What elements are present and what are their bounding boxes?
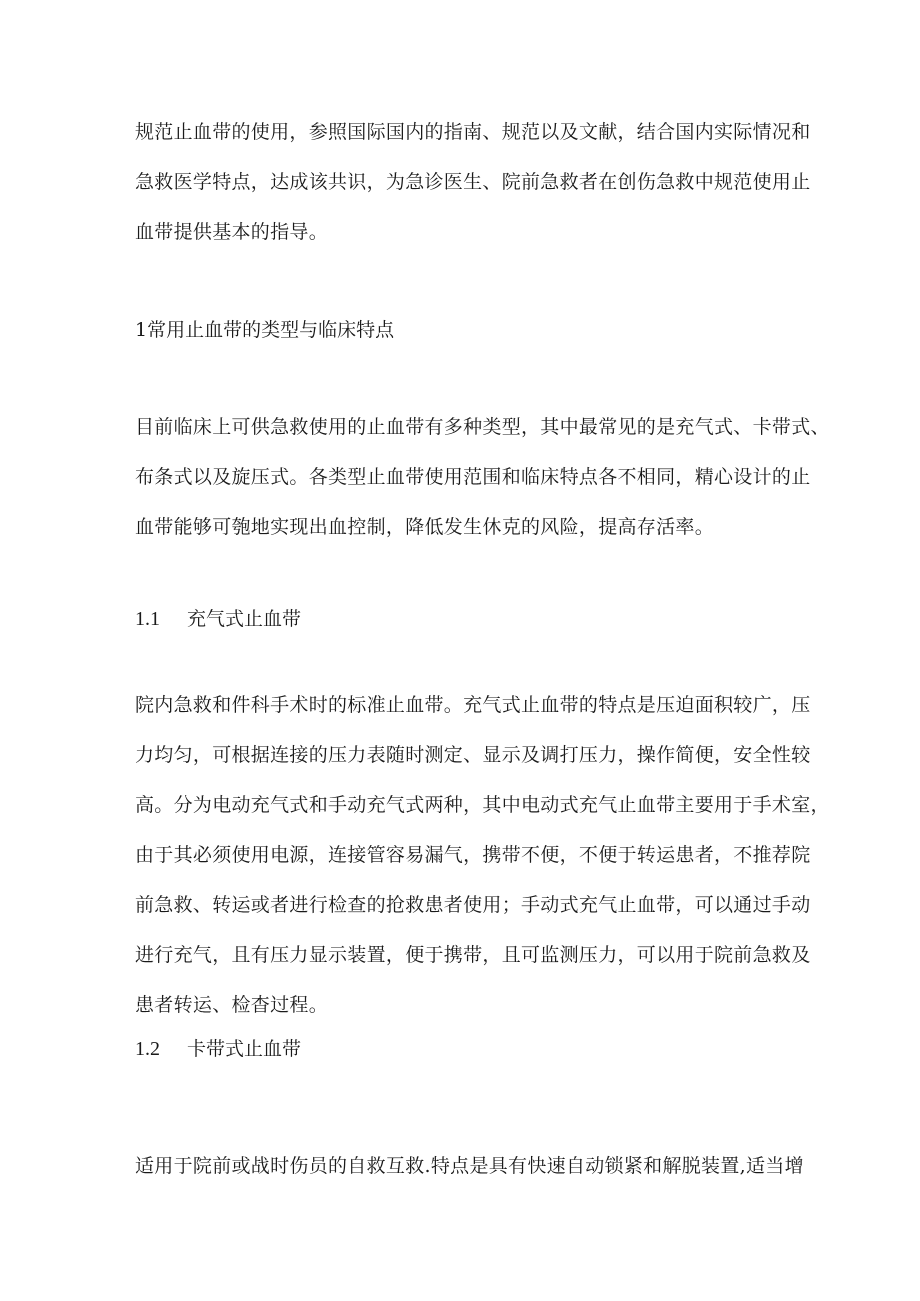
intro-line-1: 规范止血带的使用，参照国际国内的指南、规范以及文献，结合国内实际情况和 <box>135 121 811 143</box>
section-1-1-line-4: 由于其必须使用电源，连接管容易漏气，携带不便，不便于转运患者，不推荐院 <box>135 844 811 866</box>
section-1-2-line-1: 适用于院前或战时伤员的自救互救.特点是具有快速自动锁紧和解脱装置,适当增 <box>135 1155 804 1177</box>
section-1-1-line-3: 高。分为电动充气式和手动充气式两种，其中电动式充气止血带主要用于手术室， <box>135 794 830 816</box>
section-1-1-line-7: 患者转运、检杳过程。 <box>135 994 329 1016</box>
section-1-1-number: 1.1 <box>135 608 160 630</box>
section-1-2-number: 1.2 <box>135 1038 160 1060</box>
section-1-1-title: 充气式止血带 <box>187 608 302 630</box>
section-1-2-title: 卡带式止血带 <box>187 1038 302 1060</box>
intro-line-3: 血带提供基本的指导。 <box>135 221 329 243</box>
section-1-line-3: 血带能够可匏地实现出血控制，降低发生休克的风险，提高存活率。 <box>135 516 715 538</box>
section-1-line-1: 目前临床上可供急救使用的止血带有多种类型，其中最常见的是充气式、卡带式、 <box>135 416 830 438</box>
section-1-1-line-2: 力均匀，可根据连接的压力表随时测定、显示及调打压力，操作简便，安全性较 <box>135 744 811 766</box>
section-1-1-line-5: 前急救、转运或者进行检查的抢救患者使用；手动式充气止血带，可以通过手动 <box>135 894 811 916</box>
section-1-2-heading <box>135 1037 301 1061</box>
section-1-line-2: 布条式以及旋压式。各类型止血带使用范围和临床特点各不相同，精心设计的止 <box>135 466 811 488</box>
intro-line-2: 急救医学特点，达成该共识，为急诊医生、院前急救者在创伤急救中规范使用止 <box>135 171 811 193</box>
section-1-1-line-6: 进行充气，且有压力显示装置，便于携带，且可监测压力，可以用于院前急救及 <box>135 944 811 966</box>
section-1-heading: 1常用止血带的类型与临床特点 <box>135 319 395 341</box>
section-1-1-heading <box>135 607 301 631</box>
section-1-1-line-1: 院内急救和件科手术时的标准止血带。充气式止血带的特点是压迫面积较广，压 <box>135 694 811 716</box>
